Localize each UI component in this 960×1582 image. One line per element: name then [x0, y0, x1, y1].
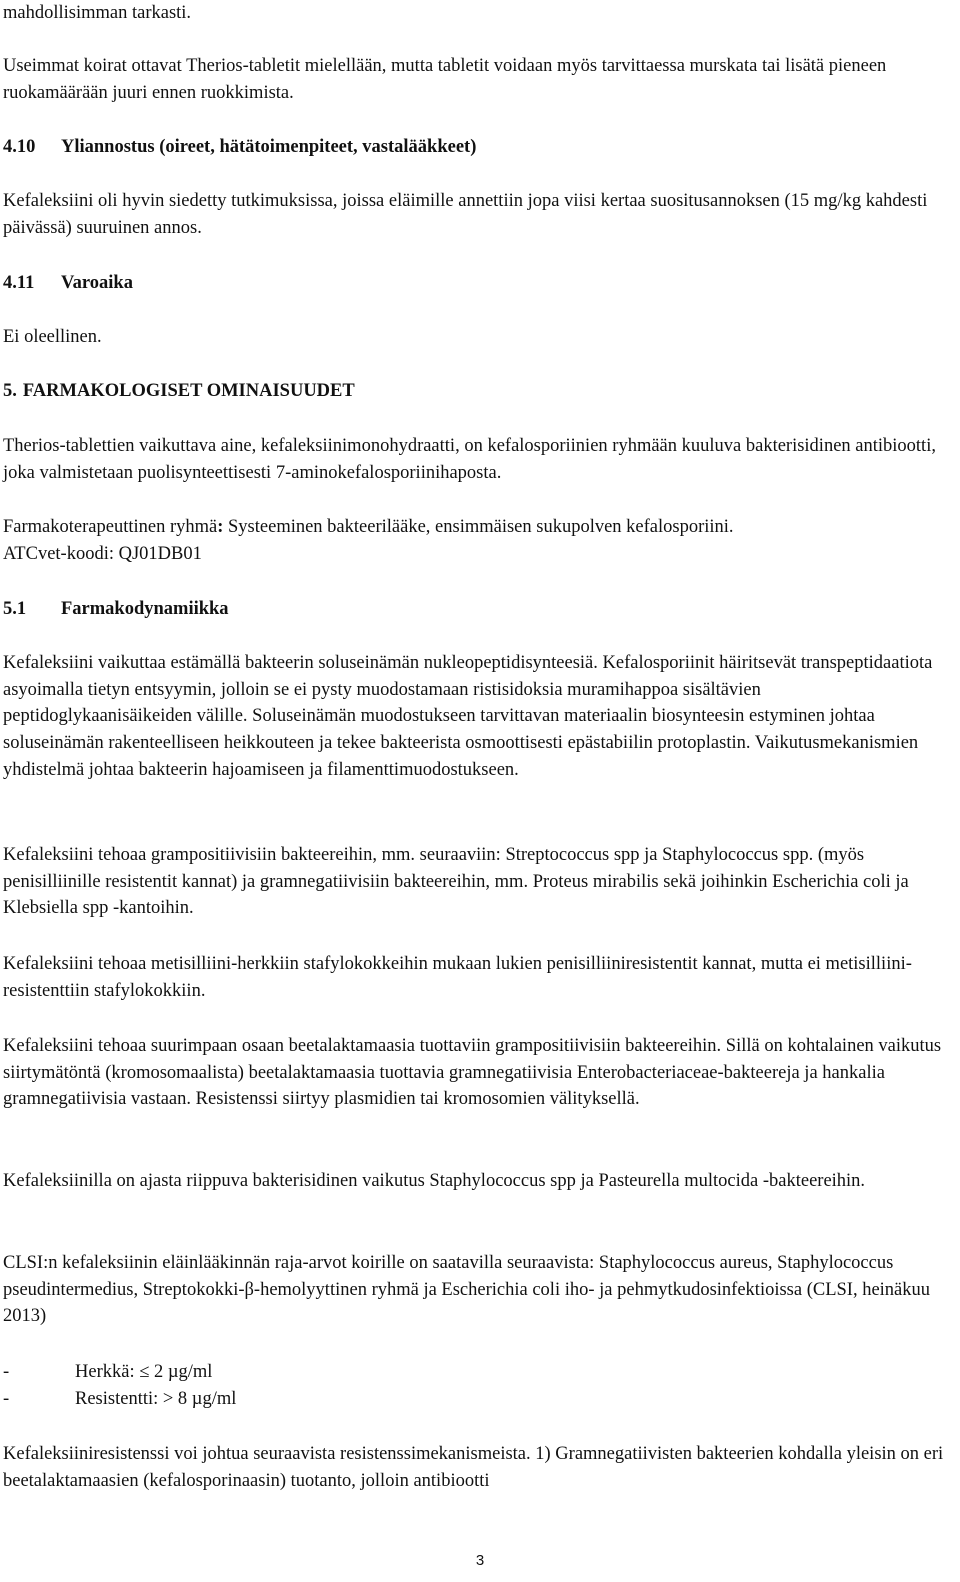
withdrawal-paragraph: Ei oleellinen. [3, 327, 102, 347]
crushing-paragraph: Useimmat koirat ottavat Therios-tabletit mielellään, mutta tabletit voidaan myös tarvittaessa murskata tai lisätä pieneen ruokamäärään juuri ennen ruokkimista. [3, 56, 887, 103]
list-dash: - [3, 1388, 10, 1409]
section-4-10-heading [3, 134, 954, 161]
section-4-11-heading [3, 270, 954, 297]
list-item-text: Resistentti: > 8 µg/ml [75, 1388, 237, 1409]
pharmacotherapeutic-group [3, 514, 954, 567]
section-number: 4.11 [3, 273, 35, 293]
mechanism-paragraph: Kefaleksiini vaikuttaa estämällä bakteerin soluseinämän nukleopeptidisynteesiä. Kefalosporiinit häiritsevät transpeptidaatiota asyoimalla tietyn entsyymin, jolloin se ei pysty muodostamaan ristisidoksia muramihappoa sisältävien peptidoglykaanisäikeiden välille. Soluseinämän muodostukseen tarvittavan materiaalin biosynteesin estyminen johtaa soluseinämän rakenteelliseen heikkouteen ja tekee bakteerista osmoottisesti epästabiilin protoplastin. Vaikutusmekanismien yhdistelmä johtaa bakteerin hajoamiseen ja filamenttimuodostukseen. [3, 653, 933, 780]
clsi-paragraph: CLSI:n kefaleksiinin eläinlääkinnän raja-arvot koirille on saatavilla seuraavista: Staphylococcus aureus, Staphylococcus pseudintermedius, Streptokokki-β-hemolyyttinen ryhmä ja Escherichia coli iho- ja pehmytkudosinfektioissa (CLSI, heinäkuu 2013) [3, 1253, 931, 1327]
group-label: Farmakoterapeuttinen ryhmä [3, 517, 218, 537]
section-title: Yliannostus (oireet, hätätoimenpiteet, vastalääkkeet) [61, 137, 477, 157]
continued-text-line: mahdollisimman tarkasti. [3, 3, 192, 23]
section-5-1-heading [3, 596, 954, 623]
beta-lactamase-paragraph: Kefaleksiini tehoaa suurimpaan osaan beetalaktamaasia tuottaviin grampositiivisiin bakteereihin. Sillä on kohtalainen vaikutus siirtymätöntä (kromosomaalista) beetalaktamaasia tuottavia gramnegatiivisia Enterobacteriaceae-bakteereja ja hankalia gramnegatiivisia vastaan. Resistenssi siirtyy plasmidien tai kromosomien välityksellä. [3, 1036, 942, 1110]
section-title: Varoaika [61, 273, 133, 293]
breakpoint-list [3, 1359, 236, 1412]
resistance-paragraph: Kefaleksiiniresistenssi voi johtua seuraavista resistenssimekanismeista. 1) Gramnegatiivisten bakteerien kohdalla yleisin on eri beetalaktamaasien (kefalosporinaasin) tuotanto, jolloin antibiootti [3, 1444, 944, 1491]
section-5-heading [3, 378, 954, 405]
overdose-paragraph: Kefaleksiini oli hyvin siedetty tutkimuksissa, joissa eläimille annettiin jopa viisi kertaa suositusannoksen (15 mg/kg kahdesti päivässä) suuruinen annos. [3, 191, 928, 238]
page-number: 3 [475, 1552, 485, 1569]
section-number: 5. [3, 381, 17, 401]
methicillin-paragraph: Kefaleksiini tehoaa metisilliini-herkkiin stafylokokkeihin mukaan lukien penisilliiniresistentit kannat, mutta ei metisilliini-resistenttiin stafylokokkiin. [3, 954, 912, 1001]
list-item-text: Herkkä: ≤ 2 µg/ml [75, 1362, 213, 1382]
atc-code: ATCvet-koodi: QJ01DB01 [3, 543, 202, 564]
list-item [3, 1386, 236, 1413]
group-value: Systeeminen bakteerilääke, ensimmäisen sukupolven kefalosporiini. [223, 517, 734, 537]
active-substance-paragraph: Therios-tablettien vaikuttava aine, kefaleksiinimonohydraatti, on kefalosporiinien ryhmään kuuluva bakterisidinen antibiootti, joka valmistetaan puolisynteettisesti 7-aminokefalosporiinihaposta. [3, 436, 936, 483]
group-colon: : [217, 517, 224, 537]
section-number: 4.10 [3, 137, 36, 157]
spectrum-paragraph: Kefaleksiini tehoaa grampositiivisiin bakteereihin, mm. seuraaviin: Streptococcus spp ja Staphylococcus spp. (myös penisilliinille resistentit kannat) ja gramnegatiivisiin bakteereihin, mm. Proteus mirabilis sekä joihinkin Escherichia coli ja Klebsiella spp -kantoihin. [3, 845, 909, 919]
list-item [3, 1359, 236, 1386]
list-dash: - [3, 1362, 10, 1382]
time-dependent-paragraph: Kefaleksiinilla on ajasta riippuva bakterisidinen vaikutus Staphylococcus spp ja Pasteurella multocida -bakteereihin. [3, 1171, 866, 1191]
section-number: 5.1 [3, 599, 27, 619]
section-title: FARMAKOLOGISET OMINAISUUDET [22, 381, 355, 401]
section-title: Farmakodynamiikka [61, 599, 229, 619]
